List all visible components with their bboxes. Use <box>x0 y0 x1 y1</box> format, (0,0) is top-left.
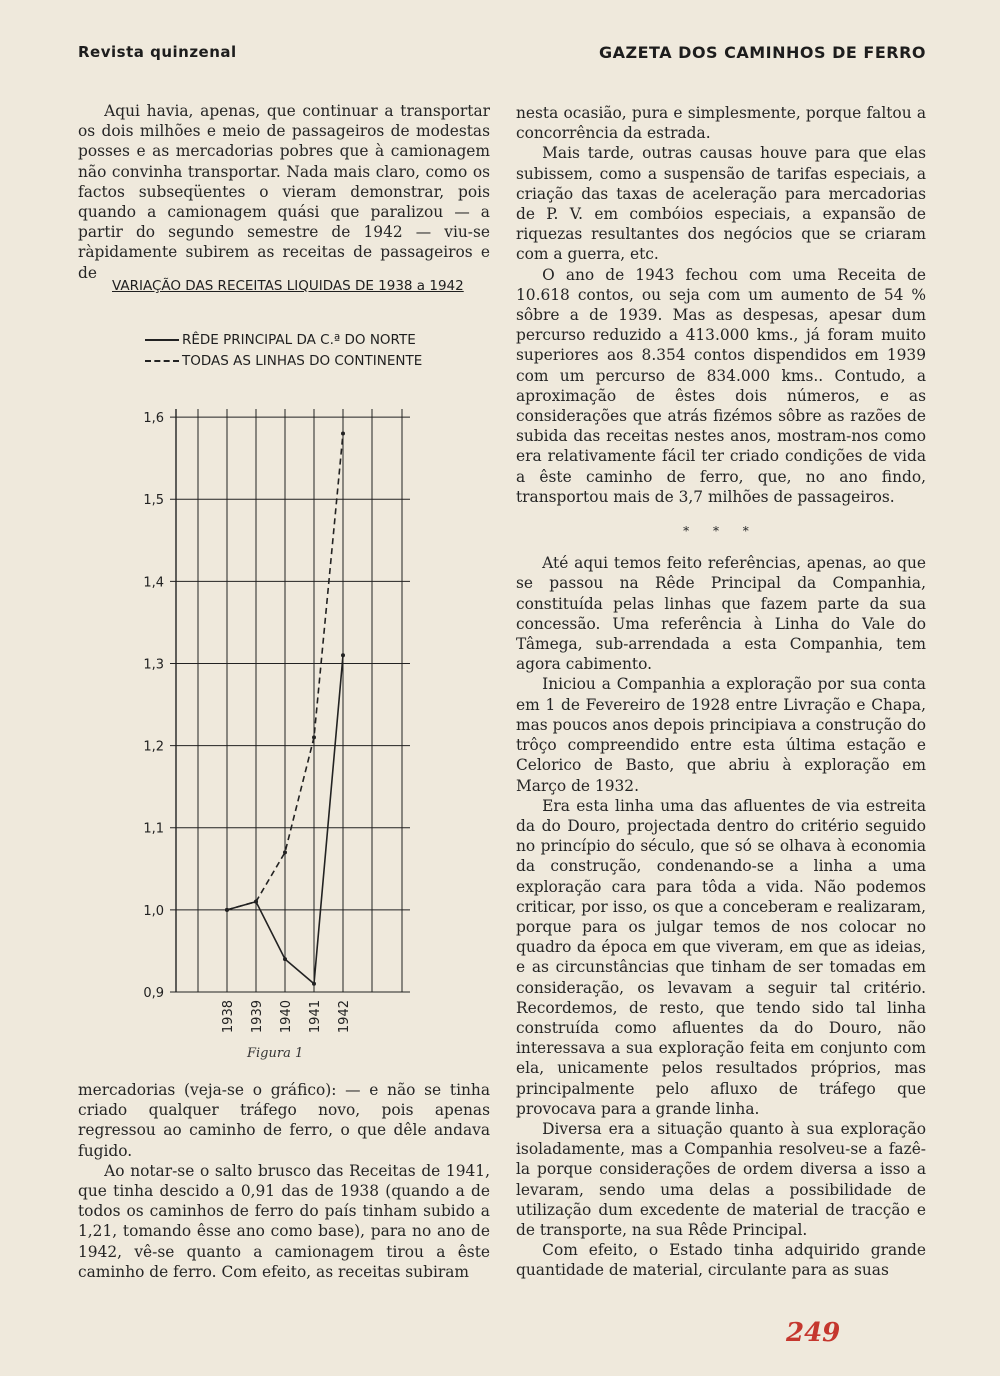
paragraph: Iniciou a Companhia a exploração por sua conta em 1 de Fevereiro de 1928 entre Livração e Chapa, mas poucos anos depois principiava a construção do trôço compreendido entre esta última estação e Celorico de Basto, que abriu à exploração em Março de 1932. <box>516 675 926 795</box>
legend-entry-solid <box>145 332 416 348</box>
paragraph: Mais tarde, outras causas houve para que elas subissem, como a suspensão de tarifas especiais, a criação das taxas de aceleração para mercadorias de P. V. em combóios especiais, a expansão de riquezas resultantes dos negócios que se criaram com a guerra, etc. <box>516 144 926 264</box>
section-separator: * * * <box>683 524 759 539</box>
data-point <box>225 908 229 912</box>
data-point <box>283 850 287 854</box>
data-point <box>312 735 316 739</box>
paragraph: Era esta linha uma das afluentes de via estreita da do Douro, projectada dentro do critério seguido no princípio do século, que só se olhava à economia da construção, condenando-se a linha a uma exploração cara para tôda a vida. Não podemos criticar, por isso, os que a conceberam e realizaram, porque para os julgar temos de nos colocar no quadro da época em que viveram, em que as ideias, e as circunstâncias que tinham de ser tomadas em consideração, os levavam a seguir tal critério. Recordemos, de resto, que tendo sido tal linha construída como afluentes da do Douro, não interessava a sua exploração feita em conjunto com ela, unicamente pelos resultados próprios, mas principalmente pelo afluxo de tráfego que provocava para a grande linha. <box>516 796 926 1118</box>
paragraph: nesta ocasião, pura e simplesmente, porque faltou a concorrência da estrada. <box>516 104 926 143</box>
chart-title: VARIAÇÃO DAS RECEITAS LIQUIDAS DE 1938 a 1942 <box>112 278 464 294</box>
data-point <box>283 957 287 961</box>
x-tick-label: 1942 <box>337 1000 352 1034</box>
legend-swatch-dashed <box>145 360 179 362</box>
running-header-right: GAZETA DOS CAMINHOS DE FERRO <box>598 43 926 62</box>
data-point <box>341 653 345 657</box>
data-point <box>312 982 316 986</box>
x-tick-label: 1941 <box>308 1000 323 1034</box>
column-left-bottom <box>78 1080 490 1282</box>
paragraph: Ao notar-se o salto brusco das Receitas de 1941, que tinha descido a 0,91 das de 1938 (quando a de todos os caminhos de ferro do país tinham subido a 1,21, tomando êsse ano como base), para no ano de 1942, vê-se quanto a camionagem tirou a êste caminho de ferro. Com efeito, as receitas subiram <box>78 1161 490 1281</box>
paragraph: mercadorias (veja-se o gráfico): — e não se tinha criado qualquer tráfego novo, pois apenas regressou ao caminho de ferro, o que dêle andava fugido. <box>78 1081 490 1160</box>
paragraph: Diversa era a situação quanto à sua exploração isoladamente, mas a Companhia resolveu-se a fazê-la porque considerações de ordem diversa a isso a levaram, sendo uma delas a possibilidade de utilização dum excedente de material de tracção e de transporte, na sua Rêde Principal. <box>516 1119 926 1239</box>
running-header-left: Revista quinzenal <box>78 43 237 61</box>
paragraph: Aqui havia, apenas, que continuar a transportar os dois milhões e meio de passageiros de modestas posses e as mercadorias pobres que à camionagem não convinha transportar. Nada mais claro, como os factos subseqüentes o vieram demonstrar, pois quando a camionagem quási que paralizou — a partir do segundo semestre de 1942 — viu-se ràpidamente subirem as receitas de passageiros e de <box>78 102 490 282</box>
x-tick-label: 1938 <box>221 1000 236 1034</box>
y-tick-label: 1,3 <box>143 657 164 673</box>
data-point <box>254 900 258 904</box>
figure-caption: Figura 1 <box>247 1046 304 1061</box>
y-tick-label: 1,1 <box>143 821 164 837</box>
y-tick-label: 1,0 <box>143 903 164 919</box>
legend-entry-dashed <box>145 353 422 369</box>
x-tick-label: 1939 <box>250 1000 265 1034</box>
y-tick-label: 0,9 <box>143 986 164 1001</box>
paragraph: O ano de 1943 fechou com uma Receita de 10.618 contos, ou seja com um aumento de 54 % sôbre a de 1939. Mas as despesas, apesar dum percurso reduzido a 413.000 kms., já foram muito superiores aos 8.354 contos dispendidos em 1939 com um percurso de 834.000 kms.. Contudo, a aproximação de êstes dois números, e as considerações que atrás fizémos sôbre as razões de subida das receitas nestes anos, mostram-nos como era relativamente fácil ter criado condições de vida a êste caminho de ferro, que, no ano findo, transportou mais de 3,7 milhões de passageiros. <box>516 265 926 506</box>
x-tick-label: 1940 <box>279 1000 294 1034</box>
column-left-top <box>78 101 490 283</box>
paragraph: Com efeito, o Estado tinha adquirido grande quantidade de material, circulante para as suas <box>516 1241 926 1280</box>
y-tick-label: 1,5 <box>143 493 164 509</box>
y-tick-label: 1,4 <box>143 575 164 591</box>
legend-label-dashed: TODAS AS LINHAS DO CONTINENTE <box>182 353 423 369</box>
legend-label-solid: RÊDE PRINCIPAL DA C.ª DO NORTE <box>182 332 416 348</box>
data-point <box>341 432 345 436</box>
column-right <box>516 103 926 1281</box>
y-tick-label: 1,6 <box>143 411 164 427</box>
page-number: 249 <box>786 1318 841 1348</box>
paragraph: Até aqui temos feito referências, apenas, ao que se passou na Rêde Principal da Companhia, constituída pelas linhas que fazem parte da sua concessão. Uma referência à Linha do Vale do Tâmega, sub-arrendada a esta Companhia, tem agora cabimento. <box>516 554 926 674</box>
legend-swatch-solid <box>145 339 179 341</box>
y-tick-label: 1,2 <box>143 739 164 755</box>
revenue-chart <box>140 395 440 1045</box>
